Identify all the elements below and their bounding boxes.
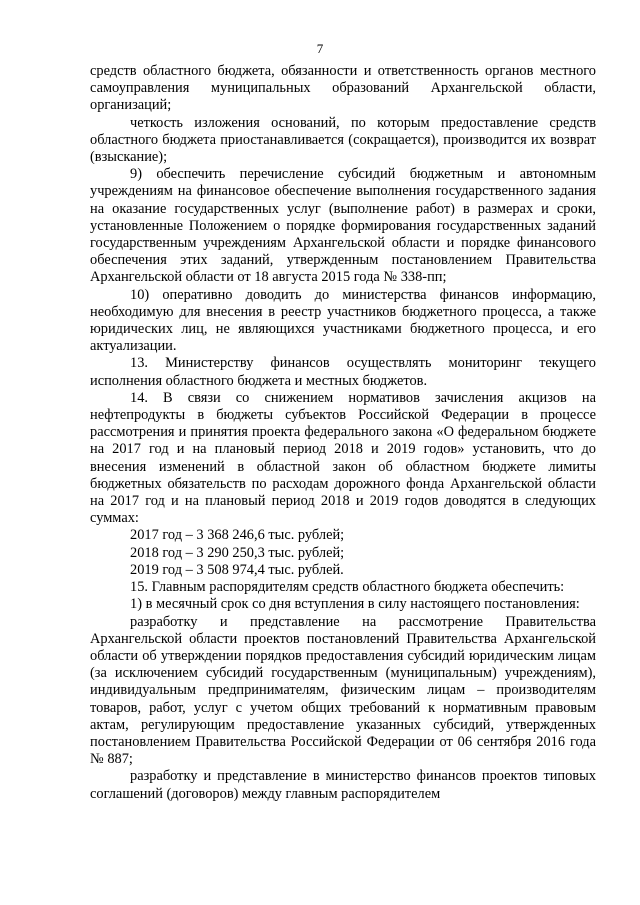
paragraph-subsidy-procedures: разработку и представление на рассмотрение Правительства Архангельской области проектов постановлений Правительства Архангельской области об утверждении порядков предоставления субсидий юридическим лицам (за исключением субсидий государственным (муниципальным) учреждениям), индивидуальным предпринимателям, физическим лицам – производителям товаров, работ, услуг с учетом общих требований к нормативным правовым актам, регулирующим предоставление указанных субсидий, утвержденных постановлением Правительства Российской Федерации от 06 сентября 2016 года № 887; <box>90 613 596 768</box>
page-number: 7 <box>316 41 324 56</box>
paragraph-clarity-of-grounds: четкость изложения оснований, по которым предоставление средств областного бюджета приостанавливается (сокращается), производится их возврат (взыскание); <box>90 114 596 166</box>
amount-2019: 2019 год – 3 508 974,4 тыс. рублей. <box>130 561 344 578</box>
paragraph-section-14: 14. В связи со снижением нормативов зачисления акцизов на нефтепродукты в бюджеты субъектов Российской Федерации в процессе рассмотрения и принятия проекта федерального закона «О федеральном бюджете на 2017 год и на плановый период 2018 и 2019 годов» установить, что до внесения изменений в областной закон об областном бюджете лимиты бюджетных обязательств по расходам дорожного фонда Архангельской области на 2017 год и на плановый период 2018 и 2019 годов доводятся в следующих суммах: <box>90 389 596 527</box>
paragraph-item-1: 1) в месячный срок со дня вступления в силу настоящего постановления: <box>130 596 580 613</box>
paragraph-typical-agreements: разработку и представление в министерство финансов проектов типовых соглашений (договоров) между главным распорядителем <box>90 768 596 802</box>
paragraph-section-15: 15. Главным распорядителям средств областного бюджета обеспечить: <box>130 579 565 596</box>
paragraph-continuation: средств областного бюджета, обязанности и ответственность органов местного самоуправления муниципальных образований Архангельской области, организаций; <box>90 63 596 114</box>
paragraph-item-9: 9) обеспечить перечисление субсидий бюджетным и автономным учреждениям на финансовое обеспечение выполнения государственного задания на оказание государственных услуг (выполнение работ) в размерах и сроки, установленные Положением о порядке формирования государственных заданий государственным учреждениям Архангельской области и порядке финансового обеспечения этих заданий, утвержденным постановлением Правительства Архангельской области от 18 августа 2015 года № 338-пп; <box>90 166 596 286</box>
amount-2018: 2018 год – 3 290 250,3 тыс. рублей; <box>130 544 345 561</box>
paragraph-section-13: 13. Министерству финансов осуществлять мониторинг текущего исполнения областного бюджета и местных бюджетов. <box>90 355 596 389</box>
paragraph-item-10: 10) оперативно доводить до министерства финансов информацию, необходимую для внесения в реестр участников бюджетного процесса, а также юридических лиц, не являющихся участниками бюджетного процесса, и его актуализации. <box>90 286 596 355</box>
document-body <box>90 63 596 803</box>
amount-2017: 2017 год – 3 368 246,6 тыс. рублей; <box>130 527 345 544</box>
